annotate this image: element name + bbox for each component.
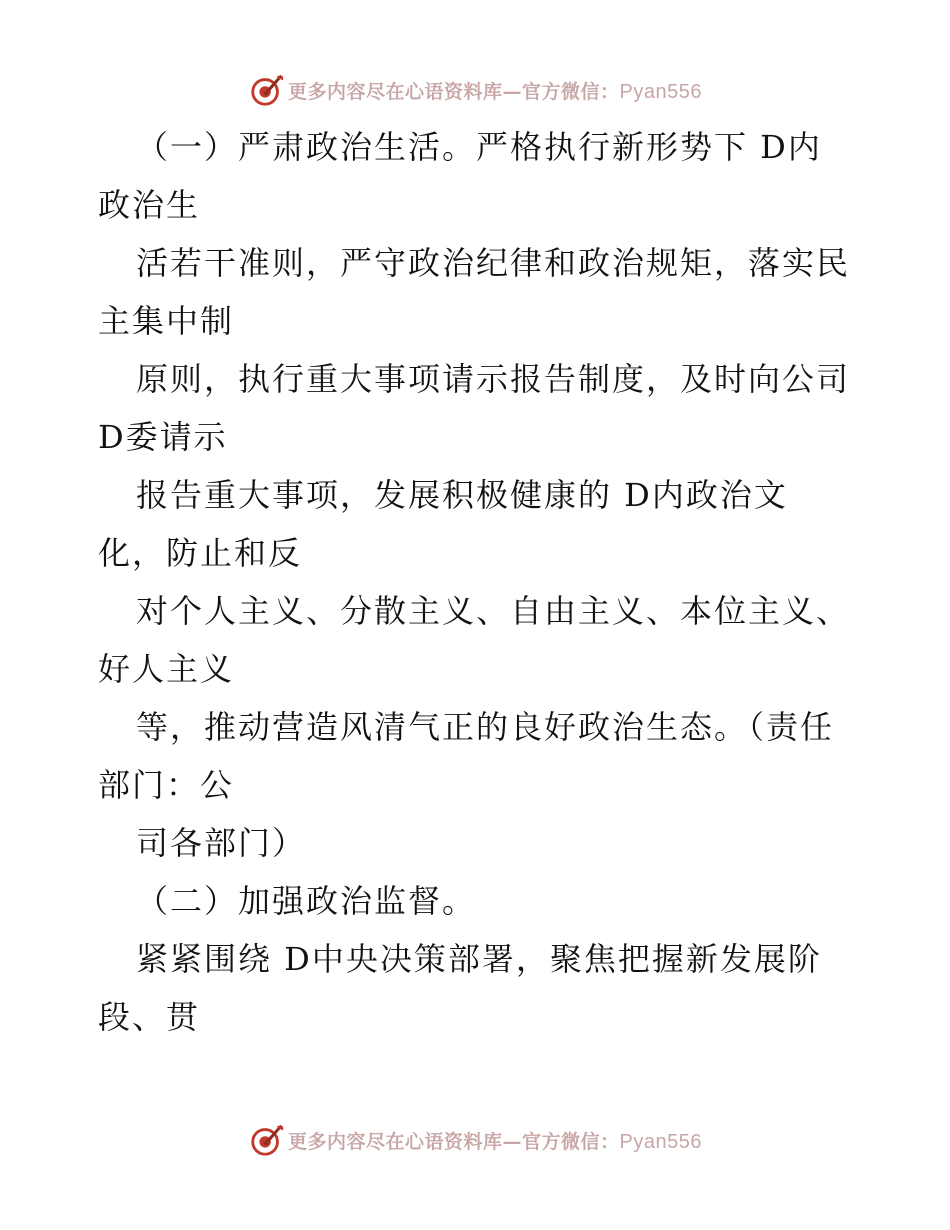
- body-line: 部门：公: [98, 766, 235, 804]
- body-line: 司各部门）: [136, 824, 307, 862]
- body-line: 紧紧围绕 D中央决策部署，聚焦把握新发展阶: [136, 940, 822, 978]
- watermark-handle: Pyan556: [619, 1130, 702, 1153]
- body-line: 报告重大事项，发展积极健康的 D内政治文: [136, 476, 788, 514]
- body-line: 对个人主义、分散主义、自由主义、本位主义、: [136, 592, 851, 630]
- body-line: 段、贯: [98, 998, 201, 1036]
- document-body: [98, 118, 878, 1046]
- body-line: 政治生: [98, 186, 201, 224]
- body-line: D委请示: [98, 418, 228, 456]
- body-line: 活若干准则，严守政治纪律和政治规矩，落实民: [136, 244, 851, 282]
- body-line: 等，推动营造风清气正的良好政治生态。（责任: [136, 708, 835, 746]
- watermark-text: [288, 1127, 702, 1154]
- header-watermark-banner: [0, 68, 950, 112]
- body-line: 主集中制: [98, 302, 235, 340]
- footer-watermark-banner: [0, 1118, 950, 1162]
- body-line: （一）严肃政治生活。严格执行新形势下 D内: [136, 128, 822, 166]
- body-line: 好人主义: [98, 650, 235, 688]
- quill-logo-icon: [248, 71, 286, 109]
- watermark-text: [288, 77, 702, 104]
- watermark-label: 更多内容尽在心语资料库—官方微信：: [288, 80, 620, 103]
- watermark-handle: Pyan556: [619, 80, 702, 103]
- body-line: 原则，执行重大事项请示报告制度，及时向公司: [136, 360, 851, 398]
- quill-logo-icon: [248, 1121, 286, 1159]
- body-line: （二）加强政治监督。: [136, 882, 477, 920]
- body-line: 化，防止和反: [98, 534, 303, 572]
- watermark-label: 更多内容尽在心语资料库—官方微信：: [288, 1130, 620, 1153]
